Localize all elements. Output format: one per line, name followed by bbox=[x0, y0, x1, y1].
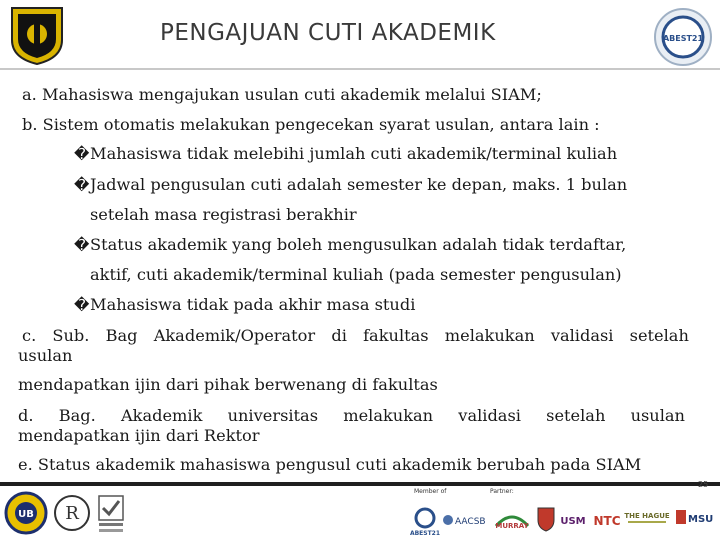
aacsb-logo bbox=[442, 508, 486, 536]
header-divider bbox=[0, 68, 720, 70]
svg-text:NTC: NTC bbox=[593, 514, 621, 528]
step-a: a. Mahasiswa mengajukan usulan cuti akademik melalui SIAM; bbox=[22, 85, 542, 104]
step-c-word: setelah bbox=[629, 326, 689, 345]
step-d-word: validasi bbox=[458, 405, 521, 425]
step-c-word: fakultas bbox=[363, 326, 429, 345]
step-c-word: melakukan bbox=[444, 326, 535, 345]
svg-text:MURRAY: MURRAY bbox=[495, 522, 529, 530]
svg-text:THE HAGUE: THE HAGUE bbox=[624, 512, 670, 520]
bullet-continuation: setelah masa registrasi berakhir bbox=[90, 205, 357, 224]
step-d-word: Akademik bbox=[120, 405, 203, 425]
step-c-word: c. bbox=[22, 326, 37, 345]
list-item bbox=[22, 290, 692, 321]
member-of-label: Member of bbox=[414, 488, 447, 495]
bullet-marker: � bbox=[74, 175, 90, 194]
step-c-continuation: usulan bbox=[18, 346, 73, 365]
svg-text:R: R bbox=[65, 503, 79, 524]
list-item bbox=[22, 139, 692, 170]
step-d bbox=[18, 406, 685, 426]
bullet-continuation: aktif, cuti akademik/terminal kuliah (pada semester pengusulan) bbox=[90, 265, 622, 284]
msu-logo bbox=[674, 506, 716, 534]
certification-logo bbox=[96, 492, 126, 540]
bullet-text: Mahasiswa tidak melebihi jumlah cuti akademik/terminal kuliah bbox=[90, 144, 618, 163]
bullet-text: Jadwal pengusulan cuti adalah semester ke depan, maks. 1 bulan bbox=[90, 174, 628, 194]
ntc-logo bbox=[592, 508, 622, 534]
bullet-marker: � bbox=[74, 295, 90, 314]
bullet-text: Mahasiswa tidak pada akhir masa studi bbox=[90, 294, 416, 314]
step-d-word: melakukan bbox=[343, 405, 434, 425]
the-hague-logo bbox=[624, 504, 670, 534]
slide-body bbox=[18, 80, 692, 479]
slide-header bbox=[0, 0, 720, 76]
step-d-word: setelah bbox=[546, 405, 606, 425]
step-c-word: validasi bbox=[550, 326, 614, 345]
partner-label: Partner: bbox=[490, 488, 514, 495]
bullet-marker: � bbox=[74, 145, 90, 163]
step-c-word: Bag bbox=[105, 326, 138, 345]
svg-text:ABEST21: ABEST21 bbox=[410, 530, 440, 536]
page-title: PENGAJUAN CUTI AKADEMIK bbox=[160, 20, 496, 46]
svg-text:UB: UB bbox=[18, 509, 34, 520]
step-c bbox=[22, 326, 689, 346]
bullet-text: Status akademik yang boleh mengusulkan adalah tidak terdaftar, bbox=[90, 234, 627, 254]
svg-text:AACSB: AACSB bbox=[455, 517, 486, 527]
usm-logo bbox=[558, 508, 588, 534]
step-c-word: di bbox=[331, 326, 347, 345]
step-b: b. Sistem otomatis melakukan pengecekan syarat usulan, antara lain : bbox=[22, 114, 600, 134]
list-item bbox=[22, 170, 692, 201]
abest21-logo bbox=[652, 6, 714, 68]
step-d-continuation: mendapatkan ijin dari Rektor bbox=[18, 425, 260, 445]
ub-logo bbox=[4, 490, 48, 540]
svg-text:MSU: MSU bbox=[688, 514, 714, 525]
step-e: e. Status akademik mahasiswa pengusul cuti akademik berubah pada SIAM bbox=[18, 454, 642, 474]
abest21-footer-logo bbox=[410, 506, 440, 540]
abest21-logo-text: ABEST21 bbox=[662, 34, 704, 43]
step-d-word: Bag. bbox=[58, 405, 96, 425]
step-c-continuation: mendapatkan ijin dari pihak berwenang di fakultas bbox=[18, 375, 438, 394]
step-d-word: universitas bbox=[227, 405, 319, 425]
murray-logo bbox=[492, 506, 532, 536]
step-d-word: usulan bbox=[630, 405, 685, 425]
partner-crest-logo bbox=[536, 506, 556, 536]
page-number: 25 bbox=[698, 480, 709, 489]
registered-mark-logo bbox=[52, 492, 92, 538]
step-d-word: d. bbox=[18, 405, 34, 425]
bullet-marker: � bbox=[74, 235, 90, 254]
step-c-word: Akademik/Operator bbox=[153, 326, 316, 345]
university-crest-logo bbox=[8, 4, 66, 66]
footer-divider bbox=[0, 482, 720, 486]
svg-text:USM: USM bbox=[560, 516, 586, 527]
step-c-word: Sub. bbox=[52, 326, 90, 345]
list-item bbox=[22, 230, 692, 261]
